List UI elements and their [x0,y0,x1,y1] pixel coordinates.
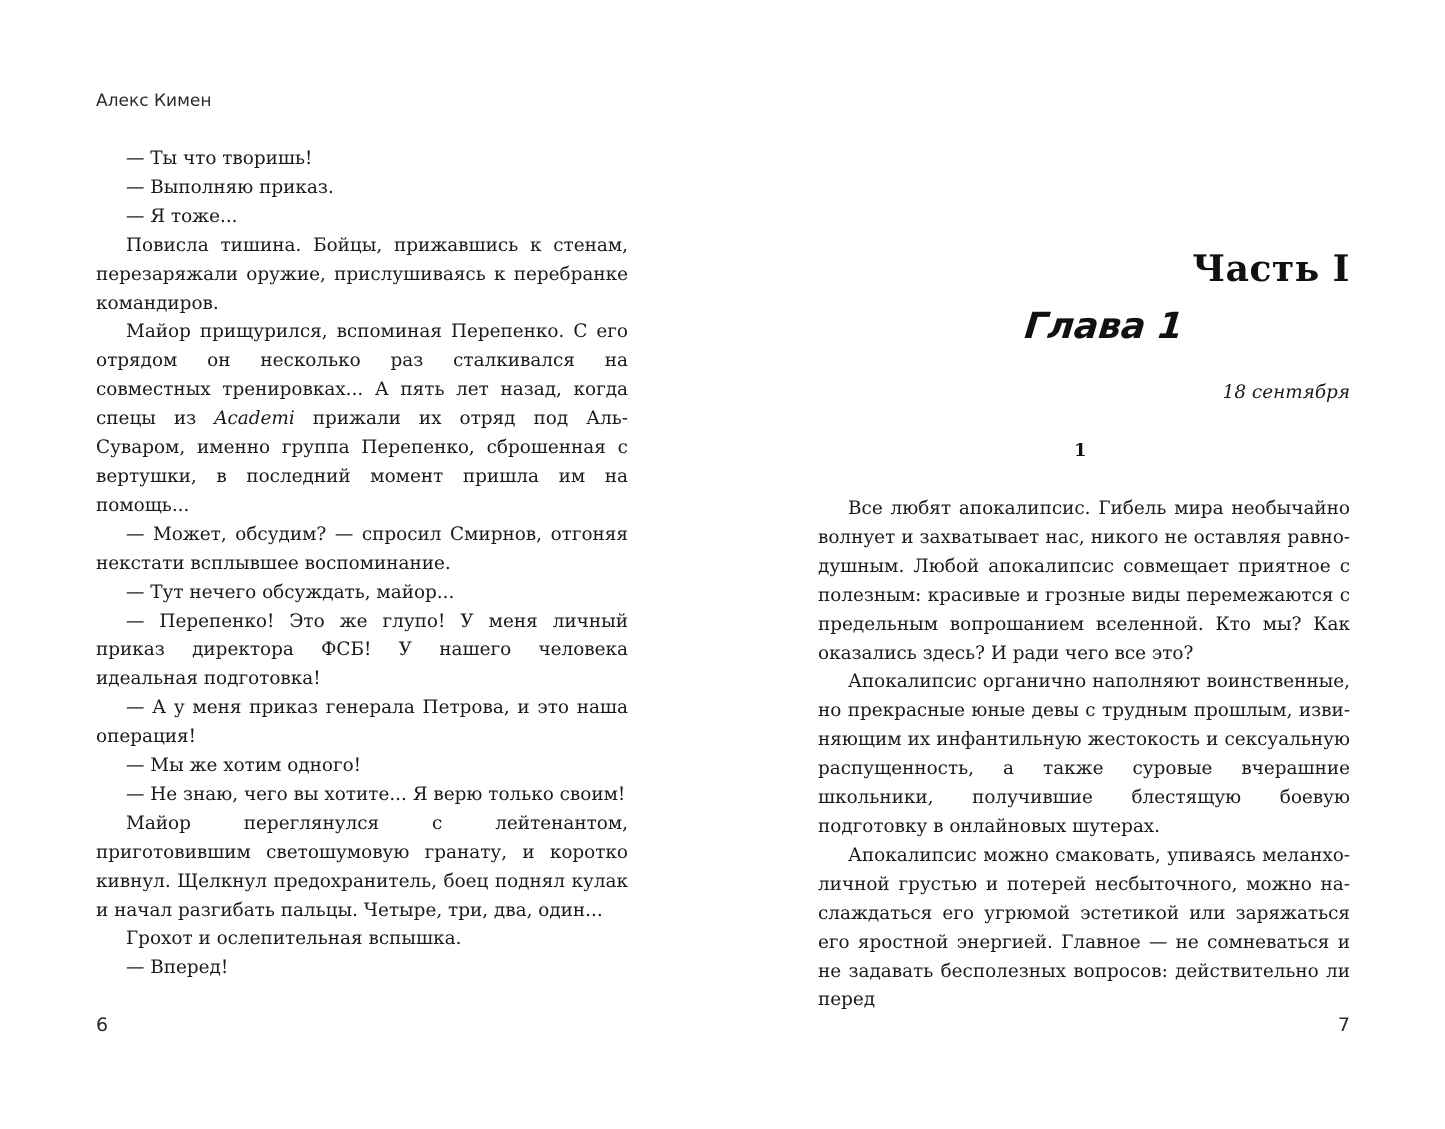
left-page-body [96,145,628,983]
page-number: 7 [1337,1014,1350,1036]
paragraph: — Может, обсудим? — спросил Смирнов, отгоняя некстати всплывшее воспоминание. [96,523,628,574]
chapter-title: Глава 1 [1022,306,1186,347]
page-number: 6 [96,1014,109,1036]
paragraph: — Выполняю приказ. [126,176,334,198]
paragraph: Майор переглянулся с лейтенантом, приготовившим светошумовую гранату, и коротко кивнул. Щелкнул предохранитель, боец поднял кулак и начал разгибать пальцы. Четыре, три, два, один... [96,812,628,921]
right-page [722,0,1445,1129]
paragraph: Грохот и ослепительная вспышка. [126,928,462,950]
right-page-body [818,495,1350,1015]
paragraph: Все любят апокалипсис. Гибель мира необычайно волнует и захватывает нас, никого не оставляя равнодушным. Любой апокалипсис совмещает приятное с полезным: красивые и грозные виды перемежаются с предельным вопрошанием вселенной. Кто мы? Как оказались здесь? И ради чего все это? [818,498,1350,664]
paragraph: — Не знаю, чего вы хотите... Я верю только своим! [126,783,626,805]
running-head: Алекс Кимен [96,91,212,111]
chapter-date: 18 сентября [1222,382,1350,403]
paragraph: — Вперед! [126,957,229,979]
paragraph: — Тут нечего обсуждать, майор... [126,581,455,603]
paragraph: Апокалипсис можно смаковать, упиваясь меланхоличной грустью и потерей несбыточного, можно наслаждаться его угрюмой эстетикой или заряжаться его яростной энергией. Главное — не сомневаться и не задавать бесполезных вопросов: действительно ли перед [818,844,1350,1011]
paragraph: — Перепенко! Это же глупо! У меня личный приказ директора ФСБ! У нашего человека идеальная подготовка! [96,610,628,690]
paragraph: — Я тоже... [126,205,238,227]
paragraph-text: Майор прищурился, вспоминая Перепенко. С его отрядом он несколько раз сталкивался на совместных тренировках... А пять лет назад, когда спецы из [96,321,628,430]
paragraph: — Ты что творишь! [126,148,313,169]
paragraph: Повисла тишина. Бойцы, прижавшись к стенам, перезаряжали оружие, прислушиваясь к перебранке командиров. [96,234,628,314]
paragraph-text: прижали их отряд под Аль-Суваром, именно группа Перепенко, сброшенная с вертушки, в последний момент пришла им на помощь... [96,408,628,516]
paragraph: — Мы же хотим одного! [126,755,362,777]
italic-term: Academi [214,408,295,430]
left-page [0,0,722,1129]
section-number: 1 [1074,440,1087,461]
part-title: Часть I [1192,248,1350,290]
paragraph [96,318,628,520]
paragraph: Апокалипсис органично наполняют воинственные, но прекрасные юные девы с трудным прошлым, извиняющим их инфантильную жестокость и сексуальную распущенность, а также суровые вчерашние школьники, получившие блестящую боевую подготовку в онлайновых шутерах. [818,671,1350,837]
paragraph: — А у меня приказ генерала Петрова, и это наша операция! [96,697,628,748]
